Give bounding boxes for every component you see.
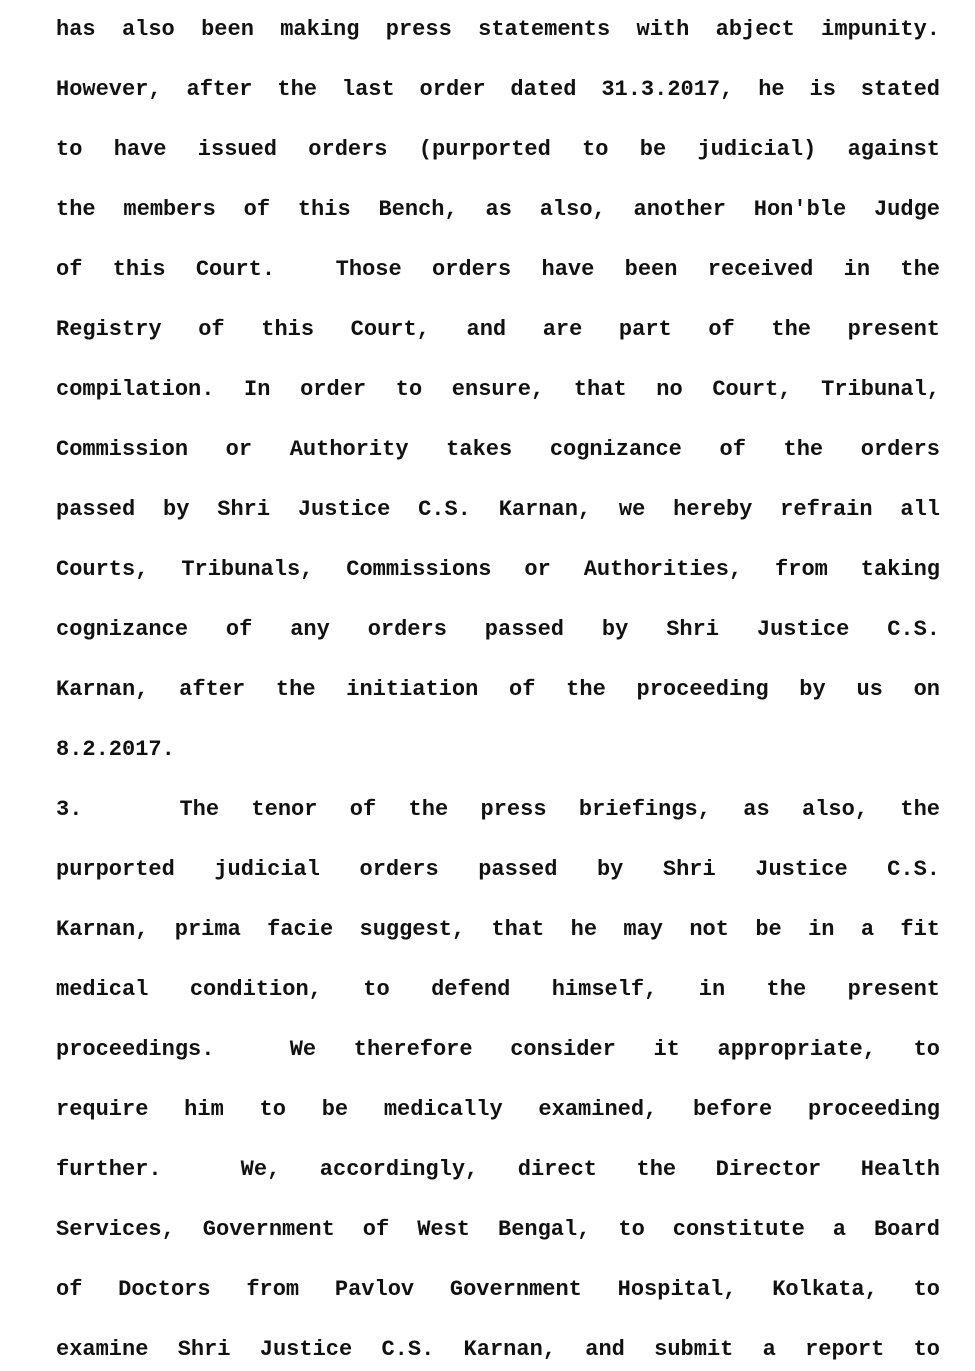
text-line: However, after the last order dated 31.3.2017, he is stated (56, 77, 940, 102)
text-line: passed by Shri Justice C.S. Karnan, we hereby refrain all (56, 497, 940, 522)
text-line: Karnan, after the initiation of the proceeding by us on (56, 677, 940, 702)
text-line: Services, Government of West Bengal, to constitute a Board (56, 1217, 940, 1242)
text-line: Courts, Tribunals, Commissions or Authorities, from taking (56, 557, 940, 582)
text-line: Registry of this Court, and are part of the present (56, 317, 940, 342)
text-line: require him to be medically examined, before proceeding (56, 1097, 940, 1122)
text-line: examine Shri Justice C.S. Karnan, and submit a report to (56, 1337, 940, 1362)
text-line: Karnan, prima facie suggest, that he may not be in a fit (56, 917, 940, 942)
text-line: to have issued orders (purported to be judicial) against (56, 137, 940, 162)
paragraph-start-line: 3. The tenor of the press briefings, as also, the (56, 797, 940, 822)
text-line: proceedings. We therefore consider it appropriate, to (56, 1037, 940, 1062)
text-line: Commission or Authority takes cognizance of the orders (56, 437, 940, 462)
text-line: has also been making press statements with abject impunity. (56, 17, 940, 42)
text-line: medical condition, to defend himself, in the present (56, 977, 940, 1002)
text-line: further. We, accordingly, direct the Director Health (56, 1157, 940, 1182)
text-line: the members of this Bench, as also, another Hon'ble Judge (56, 197, 940, 222)
text-line: of Doctors from Pavlov Government Hospital, Kolkata, to (56, 1277, 940, 1302)
text-line: of this Court. Those orders have been received in the (56, 257, 940, 282)
text-line: 8.2.2017. (56, 737, 175, 762)
text-line: compilation. In order to ensure, that no Court, Tribunal, (56, 377, 940, 402)
text-line: purported judicial orders passed by Shri Justice C.S. (56, 857, 940, 882)
text-line: cognizance of any orders passed by Shri Justice C.S. (56, 617, 940, 642)
